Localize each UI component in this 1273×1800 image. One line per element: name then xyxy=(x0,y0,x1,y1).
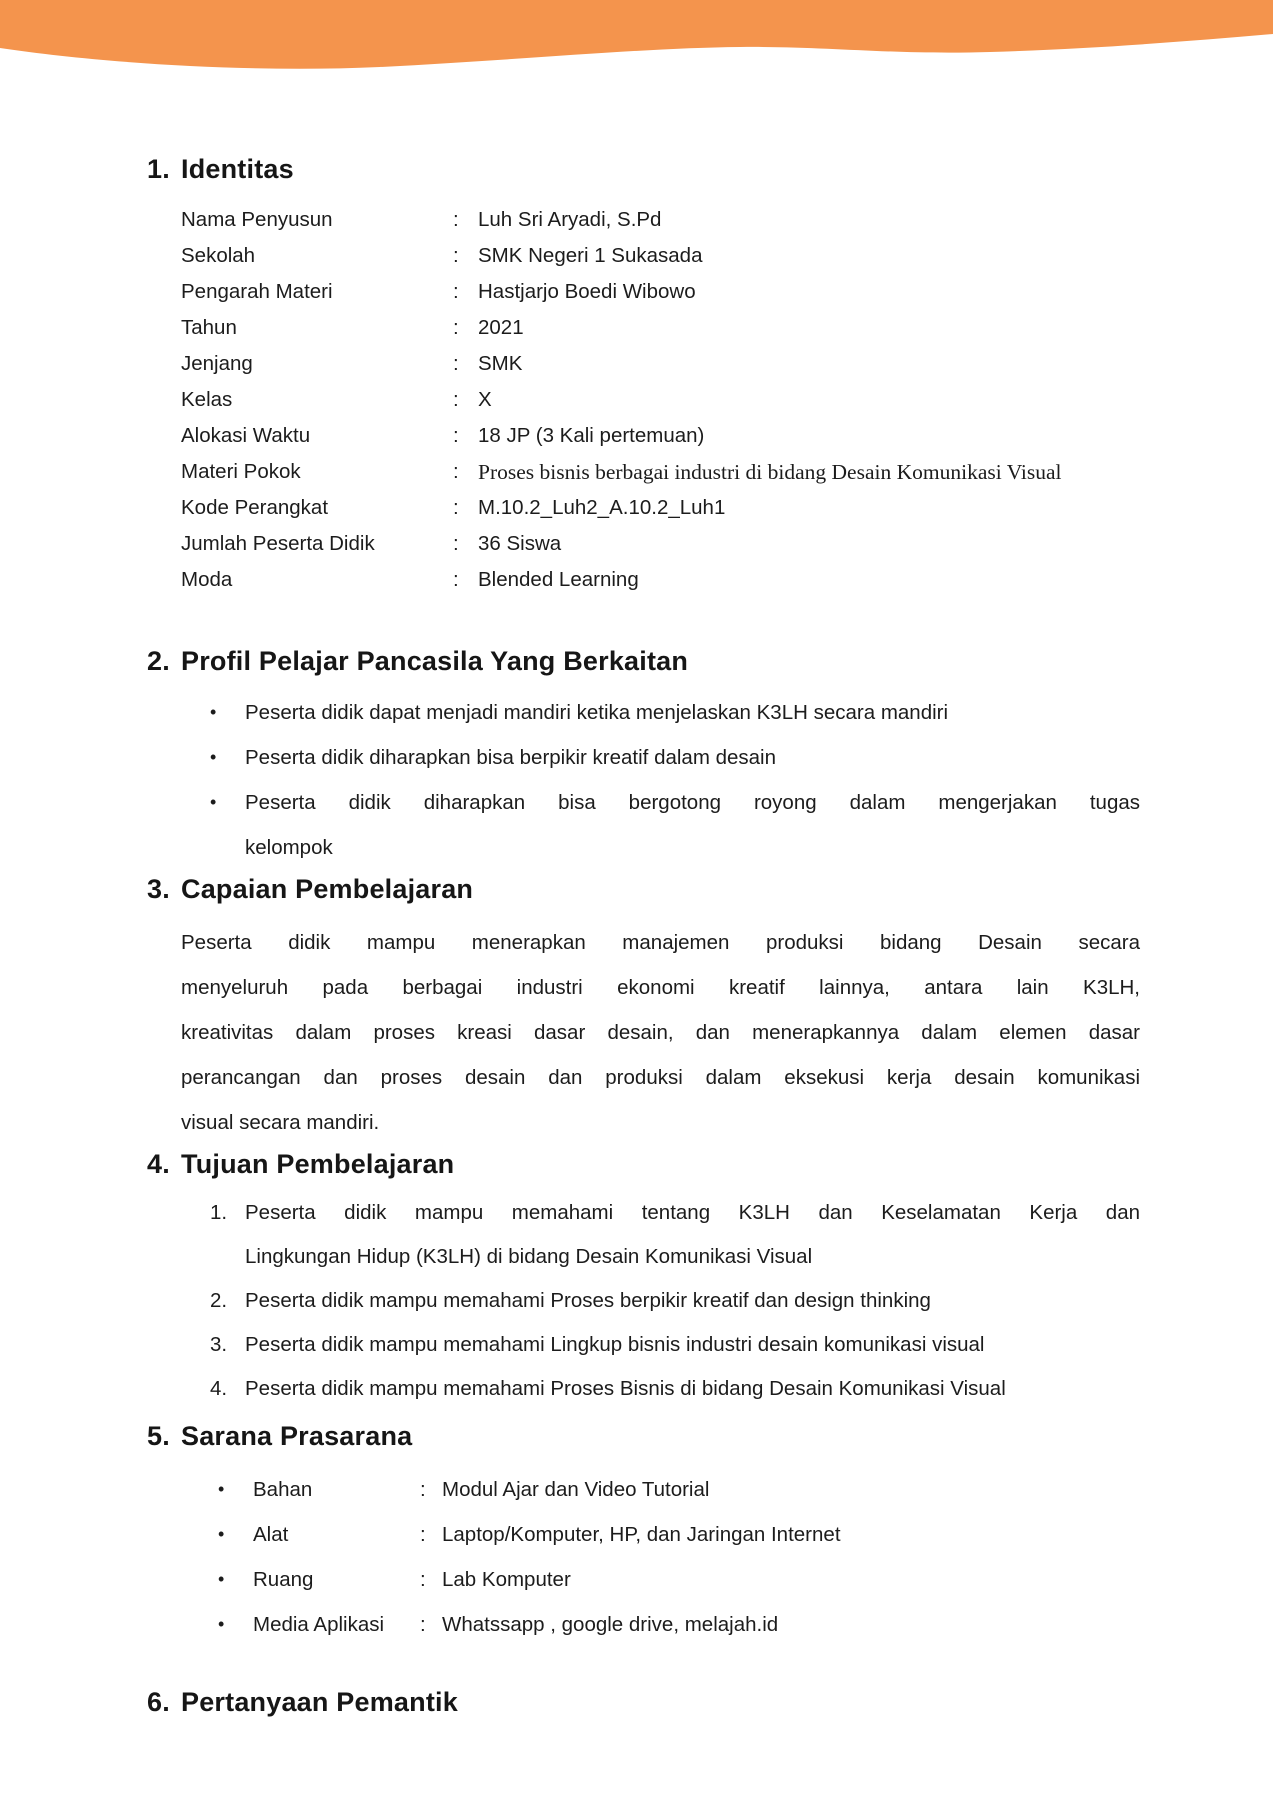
row-label: Sekolah xyxy=(181,244,256,267)
sarana-bullet-list xyxy=(218,1467,1140,1647)
row-colon: : xyxy=(453,244,459,267)
text-line: Peserta didik mampu memahami Proses berpikir kreatif dan design thinking xyxy=(245,1289,931,1312)
text-line: Peserta didik diharapkan bisa berpikir kreatif dalam desain xyxy=(245,746,777,769)
text-line: visual secara mandiri. xyxy=(181,1111,380,1134)
section-number: 3. xyxy=(147,874,170,904)
list-item xyxy=(218,1467,1140,1512)
row-value: 18 JP (3 Kali pertemuan) xyxy=(478,424,705,447)
text-line: Peserta didik dapat menjadi mandiri ketika menjelaskan K3LH secara mandiri xyxy=(245,701,949,724)
row-value: Hastjarjo Boedi Wibowo xyxy=(478,280,696,303)
table-row xyxy=(181,490,1140,526)
row-colon: : xyxy=(420,1523,426,1546)
list-item-text xyxy=(245,1279,1140,1323)
row-colon: : xyxy=(453,532,459,555)
tujuan-numbered-list xyxy=(210,1191,1140,1411)
identitas-table xyxy=(181,202,1140,598)
section-number: 5. xyxy=(147,1421,170,1451)
text-line: kreativitas dalam proses kreasi dasar desain, dan menerapkannya dalam elemen dasar xyxy=(181,1021,1140,1044)
text-line: Peserta didik diharapkan bisa bergotong royong dalam mengerjakan tugas xyxy=(245,791,1140,814)
table-row xyxy=(181,562,1140,598)
list-item xyxy=(210,1279,1140,1323)
row-colon: : xyxy=(420,1478,426,1501)
section-title: Capaian Pembelajaran xyxy=(181,874,474,904)
row-label: Pengarah Materi xyxy=(181,280,333,303)
text-line: kelompok xyxy=(245,836,333,859)
table-row xyxy=(181,346,1140,382)
list-item xyxy=(218,1602,1140,1647)
section-title: Profil Pelajar Pancasila Yang Berkaitan xyxy=(181,646,689,676)
list-item xyxy=(210,735,1140,780)
bullet-icon: • xyxy=(218,1569,225,1589)
list-item xyxy=(210,690,1140,735)
item-number: 4. xyxy=(210,1377,228,1400)
row-value: 2021 xyxy=(478,316,524,339)
section-identitas-heading xyxy=(147,150,1140,188)
row-value: Lab Komputer xyxy=(442,1568,571,1591)
list-item-text xyxy=(245,1367,1140,1411)
header-wave-shape xyxy=(0,0,1273,69)
row-colon: : xyxy=(420,1613,426,1636)
table-row xyxy=(181,202,1140,238)
document-content xyxy=(147,150,1140,1721)
section-profil-heading xyxy=(147,642,1140,680)
row-colon: : xyxy=(453,208,459,231)
list-item-text xyxy=(245,1323,1140,1367)
table-row xyxy=(181,526,1140,562)
list-item xyxy=(210,1323,1140,1367)
bullet-icon: • xyxy=(210,702,217,722)
row-label: Media Aplikasi xyxy=(253,1613,385,1636)
section-sarana-heading xyxy=(147,1417,1140,1455)
table-row xyxy=(181,418,1140,454)
section-number: 1. xyxy=(147,154,170,184)
bullet-icon: • xyxy=(218,1479,225,1499)
table-row xyxy=(181,382,1140,418)
section-title: Sarana Prasarana xyxy=(181,1421,413,1451)
row-value: X xyxy=(478,388,492,411)
row-value: 36 Siswa xyxy=(478,532,562,555)
table-row xyxy=(181,274,1140,310)
row-value: SMK Negeri 1 Sukasada xyxy=(478,244,703,267)
section-title: Pertanyaan Pemantik xyxy=(181,1687,458,1717)
row-label: Kode Perangkat xyxy=(181,496,329,519)
section-number: 6. xyxy=(147,1687,170,1717)
row-colon: : xyxy=(453,568,459,591)
bullet-icon: • xyxy=(210,747,217,767)
section-number: 2. xyxy=(147,646,170,676)
section-title: Identitas xyxy=(181,154,294,184)
list-item-text xyxy=(245,735,1140,780)
bullet-icon: • xyxy=(218,1524,225,1544)
row-value: Proses bisnis berbagai industri di bidang Desain Komunikasi Visual xyxy=(478,460,1062,484)
row-label: Jenjang xyxy=(181,352,253,375)
row-colon: : xyxy=(453,352,459,375)
row-colon: : xyxy=(453,280,459,303)
row-label: Ruang xyxy=(253,1568,314,1591)
row-value: M.10.2_Luh2_A.10.2_Luh1 xyxy=(478,496,726,519)
item-number: 3. xyxy=(210,1333,228,1356)
list-item xyxy=(210,1367,1140,1411)
row-value: Luh Sri Aryadi, S.Pd xyxy=(478,208,662,231)
list-item-text xyxy=(245,690,1140,735)
section-tujuan-heading xyxy=(147,1145,1140,1183)
row-colon: : xyxy=(453,424,459,447)
row-colon: : xyxy=(420,1568,426,1591)
list-item xyxy=(218,1557,1140,1602)
list-item xyxy=(218,1512,1140,1557)
table-row xyxy=(181,238,1140,274)
row-label: Alat xyxy=(253,1523,289,1546)
table-row xyxy=(181,454,1140,490)
item-number: 2. xyxy=(210,1289,228,1312)
section-title: Tujuan Pembelajaran xyxy=(181,1149,455,1179)
list-item xyxy=(210,1191,1140,1279)
text-line: Peserta didik mampu memahami Proses Bisnis di bidang Desain Komunikasi Visual xyxy=(245,1377,1006,1400)
bullet-icon: • xyxy=(210,792,217,812)
row-colon: : xyxy=(453,388,459,411)
text-line: Lingkungan Hidup (K3LH) di bidang Desain Komunikasi Visual xyxy=(245,1245,813,1268)
list-item xyxy=(210,780,1140,870)
row-colon: : xyxy=(453,496,459,519)
row-value: Blended Learning xyxy=(478,568,639,591)
row-value: Laptop/Komputer, HP, dan Jaringan Internet xyxy=(442,1523,841,1546)
row-label: Moda xyxy=(181,568,233,591)
text-line: Peserta didik mampu memahami tentang K3LH dan Keselamatan Kerja dan xyxy=(245,1201,1140,1224)
row-label: Kelas xyxy=(181,388,233,411)
row-label: Materi Pokok xyxy=(181,460,301,483)
row-value: Whatssapp , google drive, melajah.id xyxy=(442,1613,779,1636)
row-label: Nama Penyusun xyxy=(181,208,333,231)
row-label: Jumlah Peserta Didik xyxy=(181,532,375,555)
profil-bullet-list xyxy=(210,690,1140,870)
list-item-text xyxy=(245,1191,1140,1279)
text-line: perancangan dan proses desain dan produksi dalam eksekusi kerja desain komunikasi xyxy=(181,1066,1140,1089)
row-label: Alokasi Waktu xyxy=(181,424,311,447)
text-line: Peserta didik mampu menerapkan manajemen produksi bidang Desain secara xyxy=(181,931,1140,954)
section-capaian-heading xyxy=(147,870,1140,908)
item-number: 1. xyxy=(210,1201,228,1224)
table-row xyxy=(181,310,1140,346)
row-label: Bahan xyxy=(253,1478,313,1501)
capaian-paragraph xyxy=(181,920,1140,1145)
row-label: Tahun xyxy=(181,316,237,339)
row-colon: : xyxy=(453,460,459,483)
list-item-text xyxy=(245,780,1140,870)
text-line: Peserta didik mampu memahami Lingkup bisnis industri desain komunikasi visual xyxy=(245,1333,985,1356)
section-pertanyaan-heading xyxy=(147,1683,1140,1721)
section-number: 4. xyxy=(147,1149,170,1179)
row-value: SMK xyxy=(478,352,523,375)
row-colon: : xyxy=(453,316,459,339)
text-line: menyeluruh pada berbagai industri ekonomi kreatif lainnya, antara lain K3LH, xyxy=(181,976,1140,999)
row-value: Modul Ajar dan Video Tutorial xyxy=(442,1478,710,1501)
bullet-icon: • xyxy=(218,1614,225,1634)
